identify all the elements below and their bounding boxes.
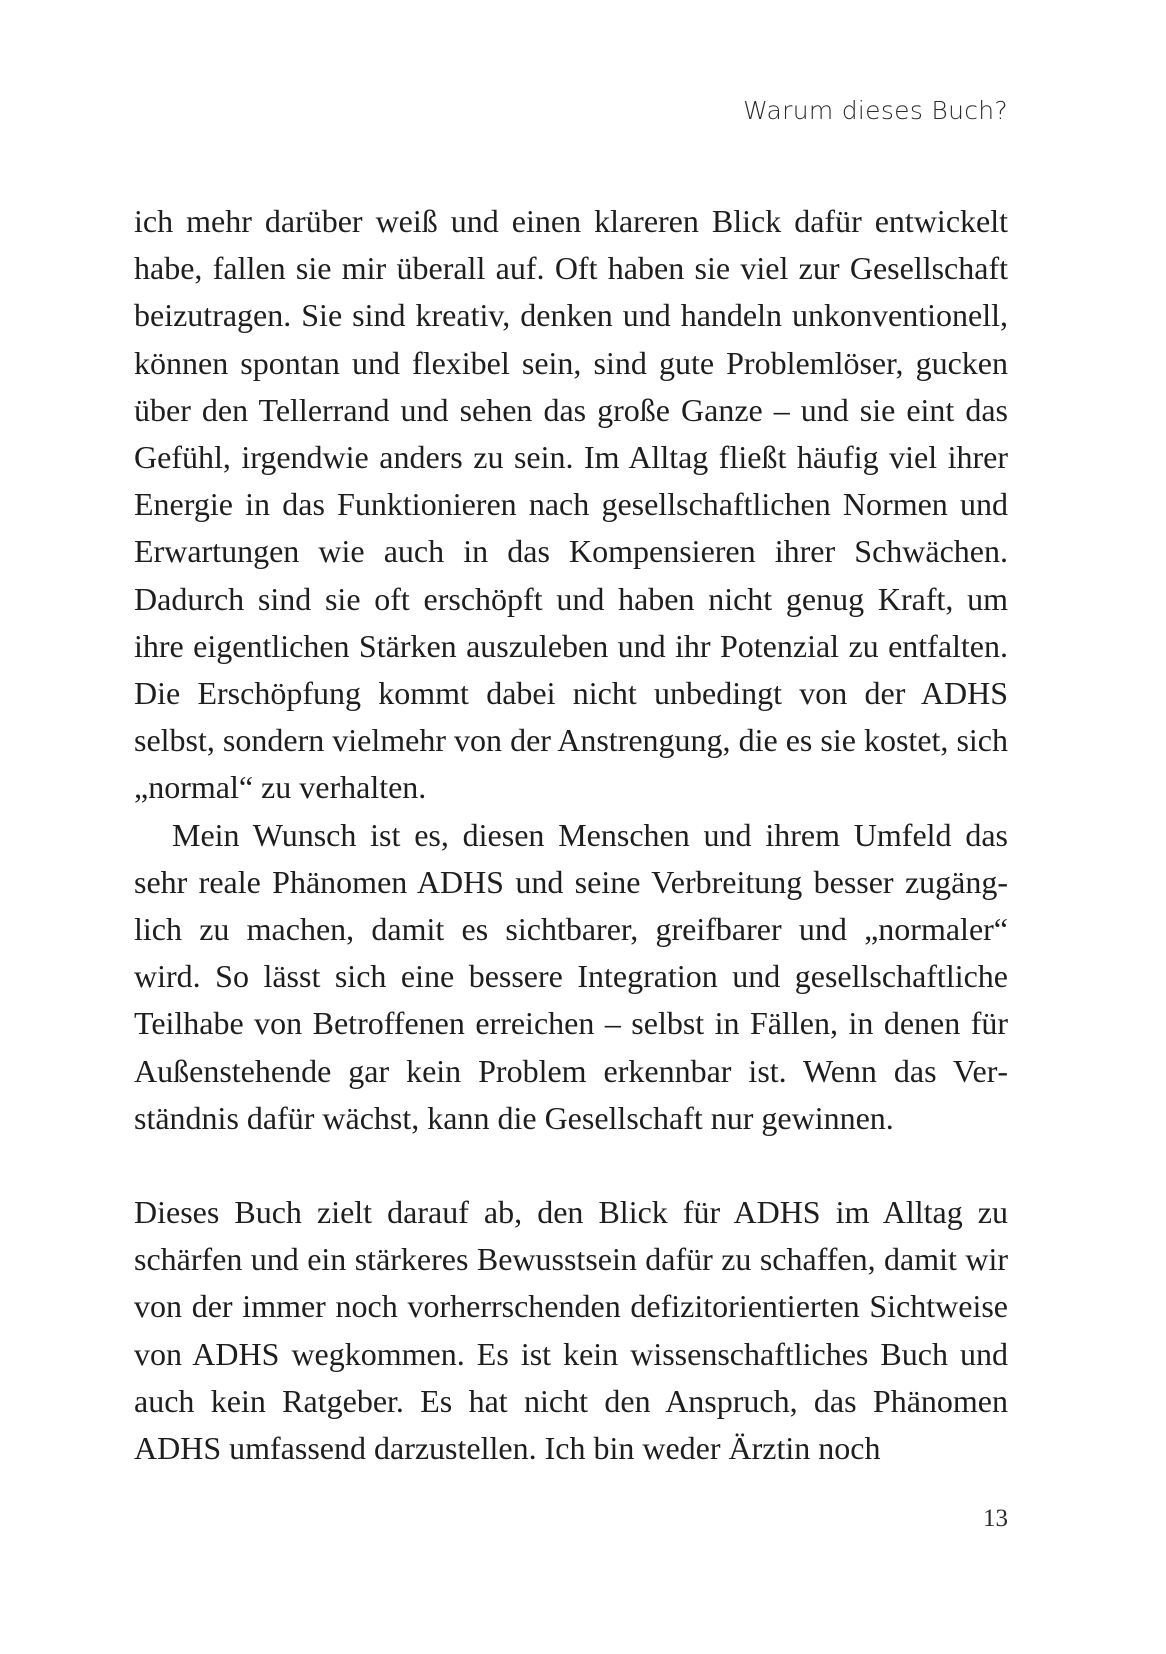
paragraph-book-aim: Dieses Buch zielt darauf ab, den Blick für ADHS im Alltag zu schärfen und ein stärkeres Bewusstsein dafür zu schaffen, damit wir von der immer noch vorherrschenden defizitorientierten Sichtweise von ADHS wegkommen. Es ist kein wissenschaftliches Buch und auch kein Ratgeber. Es hat nicht den Anspruch, das Phänomen ADHS umfassend darzustellen. Ich bin weder Ärztin noch — [134, 1194, 1008, 1467]
body-text — [134, 198, 1008, 1472]
page-number: 13 — [983, 1505, 1008, 1532]
running-header: Warum dieses Buch? — [743, 96, 1008, 125]
paragraph-wish: Mein Wunsch ist es, diesen Menschen und ihrem Umfeld das sehr reale Phänomen ADHS und seine Verbreitung besser zugänglich zu machen, damit es sichtbarer, greifbarer und „normaler“ wird. So lässt sich eine bessere Integration und gesellschaftliche Teilhabe von Betroffenen erreichen – selbst in Fällen, in denen für Außenstehende gar kein Problem erkennbar ist. Wenn das Verständnis dafür wächst, kann die Gesellschaft nur gewinnen. — [134, 816, 1008, 1136]
paragraph-continuation: ich mehr darüber weiß und einen klareren Blick dafür entwickelt habe, fallen sie mir überall auf. Oft haben sie viel zur Gesellschaft beizutragen. Sie sind kreativ, denken und handeln unkonventionell, können spontan und flexibel sein, sind gute Problemlöser, gucken über den Tellerrand und sehen das große Ganze – und sie eint das Gefühl, irgendwie anders zu sein. Im Alltag fließt häufig viel ihrer Energie in das Funktionieren nach gesellschaftlichen Normen und Erwartungen wie auch in das Kompensieren ihrer Schwächen. Dadurch sind sie oft erschöpft und haben nicht genug Kraft, um ihre eigentlichen Stärken auszuleben und ihr Potenzial zu entfalten. Die Erschöpfung kommt dabei nicht unbedingt von der ADHS selbst, sondern vielmehr von der Anstrengung, die es sie kostet, sich „normal“ zu verhalten. — [134, 203, 1008, 806]
